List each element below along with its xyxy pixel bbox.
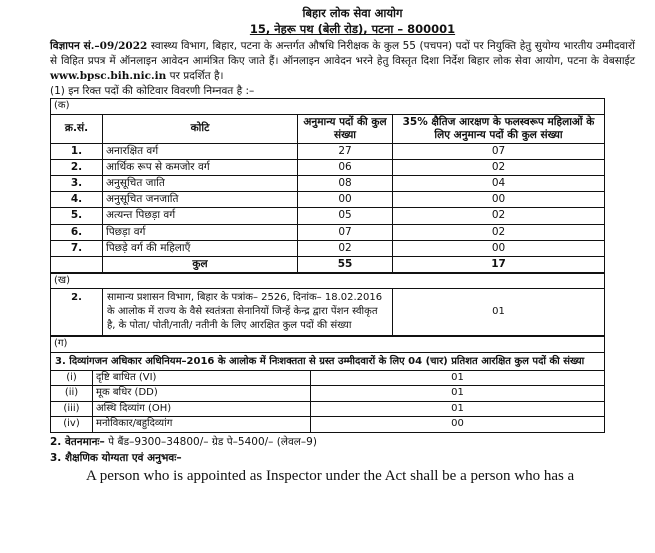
- table-row: [51, 289, 605, 336]
- row-value: 00: [311, 417, 605, 433]
- row-sn: 5.: [51, 208, 103, 224]
- row-women: 07: [393, 143, 605, 159]
- row-women: 00: [393, 192, 605, 208]
- row-posts: 05: [298, 208, 393, 224]
- row-sn: (iv): [51, 417, 93, 433]
- section-b-label: (ख): [51, 273, 605, 289]
- row-value: 01: [311, 401, 605, 417]
- table-row: [51, 240, 605, 256]
- row-sn: 6.: [51, 224, 103, 240]
- table-row: [51, 370, 605, 386]
- row-sn: 2.: [51, 160, 103, 176]
- pay-scale-line: [50, 436, 635, 449]
- header-sn: क्र.सं.: [51, 114, 103, 143]
- pay-scale-text: पे बैंड–9300–34800/– ग्रेड पे–5400/– (लेवल–9): [104, 435, 317, 448]
- total-posts: 55: [298, 256, 393, 272]
- total-label: कुल: [103, 256, 298, 272]
- org-address: 15, नेहरू पथ (बेली रोड), पटना – 800001: [249, 22, 456, 37]
- advertisement-suffix: पर प्रदर्शित है।: [166, 69, 224, 82]
- row-category: आर्थिक रूप से कमजोर वर्ग: [103, 160, 298, 176]
- section-c-heading: 3. दिव्यांगजन अधिकार अधिनियम–2016 के आलोक में निःशक्तता से ग्रस्त उम्मीदवारों के लिए 04 (चार) प्रतिशत आरक्षित कुल पदों की संख्या: [51, 352, 605, 370]
- category-table: [50, 98, 605, 273]
- advertisement-number: विज्ञापन सं.–09/2022: [50, 39, 148, 52]
- section-a-label: (क): [51, 98, 605, 114]
- table-row: [51, 176, 605, 192]
- disability-table: [50, 336, 605, 433]
- row-women: 02: [393, 208, 605, 224]
- advertisement-paragraph: [50, 39, 635, 84]
- row-sn: (ii): [51, 386, 93, 402]
- row-posts: 00: [298, 192, 393, 208]
- intro-line: (1) इन रिक्त पदों की कोटिवार विवरणी निम्नवत है :–: [50, 84, 255, 97]
- table-row: [51, 143, 605, 159]
- row-sn: 1.: [51, 143, 103, 159]
- row-sn: 3.: [51, 176, 103, 192]
- table-row: [51, 417, 605, 433]
- table-row: [51, 208, 605, 224]
- row-sn: 7.: [51, 240, 103, 256]
- table-row: [51, 192, 605, 208]
- row-posts: 02: [298, 240, 393, 256]
- row-sn: 2.: [51, 289, 103, 336]
- row-category: पिछड़े वर्ग की महिलाएँ: [103, 240, 298, 256]
- total-women: 17: [393, 256, 605, 272]
- row-posts: 08: [298, 176, 393, 192]
- table-row: [51, 224, 605, 240]
- qualification-heading: 3. शैक्षणिक योग्यता एवं अनुभवः–: [50, 452, 182, 464]
- total-blank: [51, 256, 103, 272]
- row-women: 02: [393, 160, 605, 176]
- row-category: दृष्टि बाधित (VI): [93, 370, 311, 386]
- row-posts: 27: [298, 143, 393, 159]
- row-posts: 06: [298, 160, 393, 176]
- row-category: पिछड़ा वर्ग: [103, 224, 298, 240]
- row-category: अस्थि दिव्यांग (OH): [93, 401, 311, 417]
- row-women: 04: [393, 176, 605, 192]
- row-category: अनारक्षित वर्ग: [103, 143, 298, 159]
- header-women: 35% क्षैतिज आरक्षण के फलस्वरूप महिलाओं के लिए अनुमान्य पदों की कुल संख्या: [393, 114, 605, 143]
- row-category: अनुसूचित जाति: [103, 176, 298, 192]
- row-category: मनोविकार/बहुदिव्यांग: [93, 417, 311, 433]
- header-category: कोटि: [103, 114, 298, 143]
- org-title: बिहार लोक सेवा आयोग: [302, 6, 403, 20]
- section-c-label: (ग): [51, 337, 605, 353]
- pay-scale-label: 2. वेतनमानः–: [50, 435, 105, 448]
- row-sn: (i): [51, 370, 93, 386]
- row-category: अत्यन्त पिछड़ा वर्ग: [103, 208, 298, 224]
- row-value: 01: [311, 370, 605, 386]
- qualification-text: A person who is appointed as Inspector under the Act shall be a person who has a: [86, 468, 575, 485]
- header-posts: अनुमान्य पदों की कुल संख्या: [298, 114, 393, 143]
- row-women: 02: [393, 224, 605, 240]
- row-women: 00: [393, 240, 605, 256]
- row-sn: (iii): [51, 401, 93, 417]
- row-posts: 07: [298, 224, 393, 240]
- row-value: 01: [311, 386, 605, 402]
- table-row: [51, 401, 605, 417]
- row-category: अनुसूचित जनजाति: [103, 192, 298, 208]
- table-row: [51, 386, 605, 402]
- row-description: सामान्य प्रशासन विभाग, बिहार के पत्रांक– 2526, दिनांक– 18.02.2016 के आलोक में राज्य के वैसे स्वतंत्रता सेनानियों जिन्हें केन्द्र द्वारा पेंशन स्वीकृत है, के पोता/ पोती/नाती/ नतीनी के लिए आरक्षित कुल पदों की संख्या: [103, 289, 393, 336]
- freedom-fighter-table: [50, 273, 605, 337]
- website-link[interactable]: www.bpsc.bih.nic.in: [50, 69, 167, 82]
- table-row: [51, 160, 605, 176]
- advertisement-text: स्वास्थ्य विभाग, बिहार, पटना के अन्तर्गत औषधि निरीक्षक के कुल 55 (पचपन) पदों पर नियुक्ति हेतु सुयोग्य भारतीय उम्मीदवारों से विहित प्रपत्र में ऑनलाइन आवेदन आमंत्रित किए जाते हैं। ऑनलाइन आवेदन भरने हेतु विस्तृत दिशा निर्देश बिहार लोक सेवा आयोग, पटना के वेबसाईट: [50, 39, 635, 67]
- row-value: 01: [393, 289, 605, 336]
- row-category: मूक बधिर (DD): [93, 386, 311, 402]
- row-sn: 4.: [51, 192, 103, 208]
- total-row: [51, 256, 605, 272]
